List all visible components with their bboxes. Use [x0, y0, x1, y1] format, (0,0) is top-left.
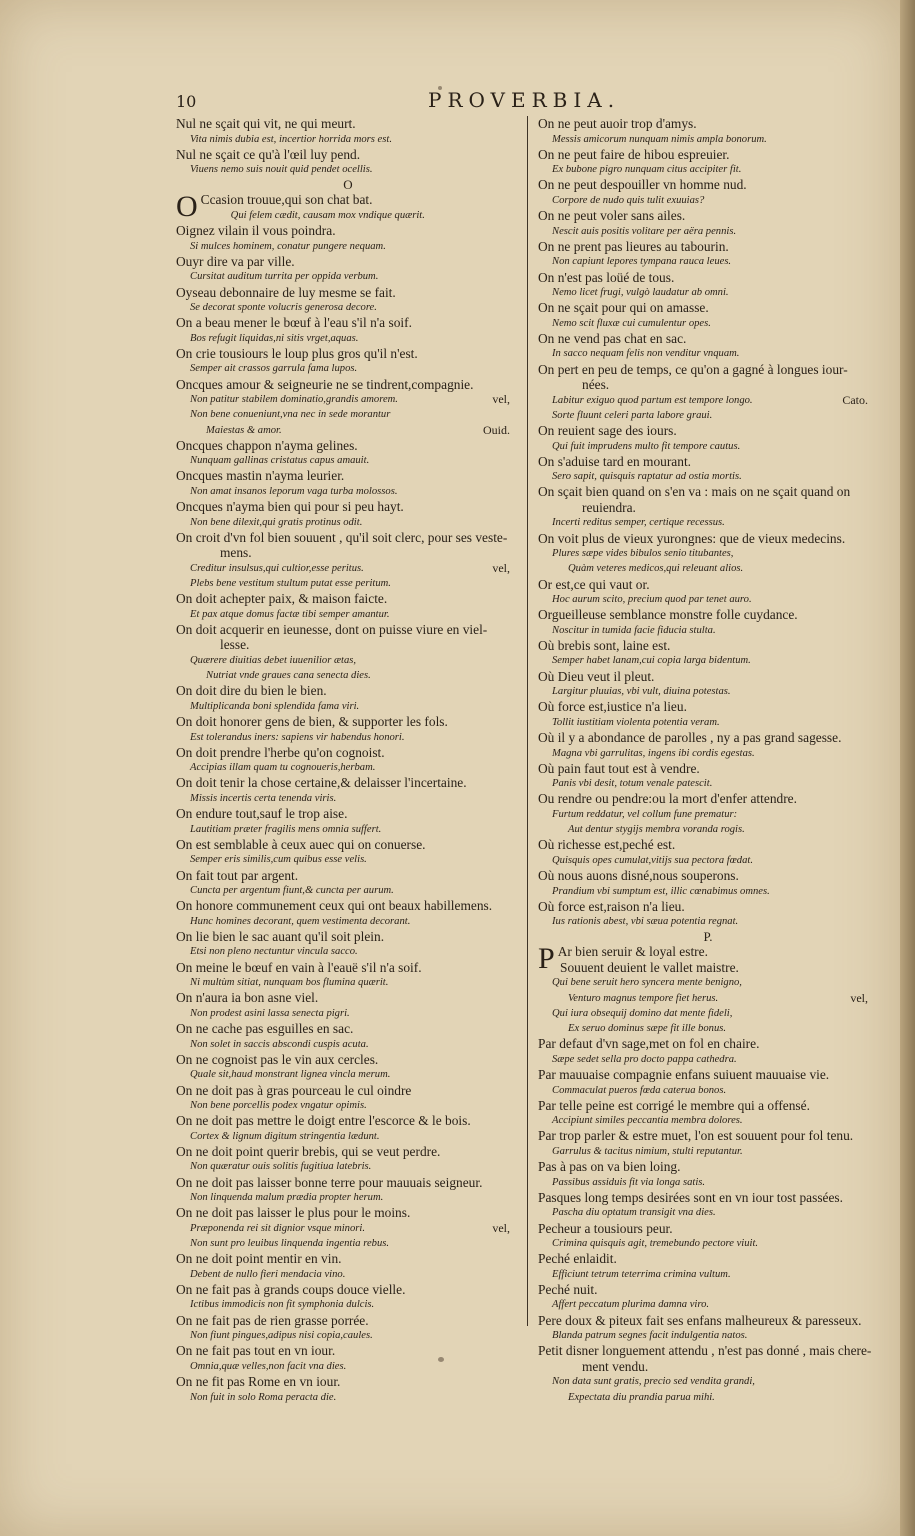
drop-capital: P [538, 942, 555, 976]
french-proverb: Par mauuaise compagnie enfans suiuent mauuaise vie. [538, 1067, 830, 1082]
latin-translation [538, 346, 878, 361]
latin-text: Si mulces hominem, conatur pungere nequam. [190, 240, 386, 252]
french-proverb: Oyseau debonnaire de luy mesme se fait. [176, 284, 396, 300]
latin-text: Omnia,quæ velles,non facit vna dies. [190, 1360, 347, 1372]
french-proverb: On ne doit pas laisser le plus pour le moins. [176, 1205, 411, 1221]
latin-translation [538, 1236, 878, 1251]
latin-translation [538, 1052, 878, 1067]
french-proverb: Par trop parler & estre muet, l'on est souuent pour fol tenu. [538, 1128, 854, 1144]
french-proverb: On voit plus de vieux yurongnes: que de vieux medecins. [538, 530, 846, 546]
latin-text: Non prodest asini lassa senecta pigri. [190, 1007, 350, 1019]
latin-text: In sacco nequam felis non venditur vnquam. [552, 348, 740, 360]
latin-text: Furtum reddatur, vel collum fune prematur: [552, 808, 738, 820]
latin-text: Qui iura obsequij domino dat mente fideli, [552, 1007, 733, 1019]
latin-text: Largitur pluuias, vbi vult, diuina potestas. [552, 686, 731, 698]
latin-translation [538, 1144, 878, 1159]
latin-text: Non solet in saccis abscondi cuspis acuta. [190, 1038, 369, 1050]
latin-translation [538, 546, 878, 561]
french-proverb: On meine le bœuf en vain à l'eauë s'il n'a soif. [176, 959, 422, 975]
latin-translation [176, 883, 520, 898]
latin-translation [176, 1390, 520, 1405]
side-note: vel, [850, 990, 868, 1005]
facing-page-edge [900, 0, 915, 1536]
french-proverb: Nul ne sçait qui vit, ne qui meurt. [176, 116, 356, 131]
french-proverb: Nul ne sçait ce qu'à l'œil luy pend. [176, 146, 361, 162]
latin-translation [538, 515, 878, 530]
french-proverb: On ne fait pas à grands coups douce vielle. [176, 1281, 406, 1297]
latin-translation [176, 1159, 520, 1174]
side-note: vel, [492, 1220, 510, 1235]
french-proverb: On ne peut faire de hibou espreuier. [538, 146, 730, 162]
latin-text: Cuncta per argentum fiunt,& cuncta per aurum. [190, 885, 394, 897]
latin-translation [176, 730, 520, 745]
latin-text: Prandium vbi sumptum est, illic cœnabimus omnes. [552, 885, 770, 897]
french-proverb: Orgueilleuse semblance monstre folle cuydance. [538, 607, 798, 623]
french-proverb: On crie tousiours le loup plus gros qu'il n'est. [176, 345, 418, 361]
french-proverb: mens. [220, 545, 252, 561]
latin-translation [176, 653, 520, 668]
latin-text: Corpore de nudo quis tulit exuuias? [552, 194, 705, 206]
latin-text: Nemo licet frugi, vulgò laudatur ab omni. [552, 287, 729, 299]
latin-text: Crimina quisquis agit, tremebundo pectore viuit. [552, 1238, 759, 1250]
section-letter: O [343, 177, 353, 193]
latin-text: Expectata diu prandia parua mihi. [568, 1391, 715, 1403]
latin-translation [176, 1359, 520, 1374]
latin-text: Præponenda rei sit dignior vsque minori. [190, 1222, 365, 1234]
french-proverb: On ne fait pas tout en vn iour. [176, 1343, 336, 1359]
latin-translation [538, 1205, 878, 1220]
latin-translation [538, 684, 878, 699]
latin-text: Non patitur stabilem dominatio,grandis amorem. [190, 394, 398, 406]
latin-text: Qui bene seruit hero syncera mente benigno, [552, 977, 742, 989]
latin-text: Non fiunt pingues,adipus nisi copia,caules. [190, 1330, 373, 1342]
latin-translation [538, 393, 878, 408]
french-proverb: On ne fait pas de rien grasse porrée. [176, 1312, 369, 1328]
latin-text: Quærere diuitias debet iuuenilior ætas, [190, 654, 357, 666]
latin-translation [538, 623, 878, 638]
french-proverb: On ne cognoist pas le vin aux cercles. [176, 1051, 379, 1067]
latin-translation [538, 1175, 878, 1190]
side-note: vel, [492, 560, 510, 575]
french-proverb: On est semblable à ceux auec qui on conuerse. [176, 836, 426, 852]
french-proverb: On ne peut auoir trop d'amys. [538, 116, 697, 131]
french-proverb: On endure tout,sauf le trop aise. [176, 806, 348, 822]
latin-text: Ni multùm sitiat, nunquam bos flumina quærit. [190, 977, 389, 989]
latin-translation [176, 1221, 520, 1236]
latin-text: Cursitat auditum turrita per oppida verbum. [190, 271, 379, 283]
french-proverb: lesse. [220, 637, 250, 653]
latin-text: Non fuit in solo Roma peracta die. [190, 1391, 337, 1403]
latin-text: Venturo magnus tempore fiet herus. [568, 992, 719, 1004]
latin-translation [538, 822, 878, 837]
side-note: vel, [492, 392, 510, 407]
french-proverb: On reuient sage des iours. [538, 423, 677, 439]
latin-text: Non amat insanos leporum vaga turba molossos. [190, 485, 398, 497]
latin-translation [176, 453, 520, 468]
latin-text: Ius rationis abest, vbi sæua potentia regnat. [552, 916, 739, 928]
latin-text: Lautitiam præter fragilis mens omnia suffert. [190, 823, 382, 835]
latin-text: Accipiunt similes peccantia membra dolores. [552, 1115, 743, 1127]
left-column [176, 116, 520, 1405]
latin-text: Ex seruo dominus sæpe fit ille bonus. [568, 1023, 727, 1035]
latin-translation [176, 392, 520, 407]
french-proverb: On a beau mener le bœuf à l'eau s'il n'a soif. [176, 315, 412, 331]
latin-text: Non data sunt gratis, precio sed vendita grandi, [552, 1376, 755, 1388]
latin-text: Pascha diu optatum transigit vna dies. [552, 1207, 716, 1219]
ink-spot [438, 86, 442, 90]
latin-translation [538, 975, 878, 990]
french-proverb: Où nous auons disné,nous souperons. [538, 868, 739, 884]
running-title: PROVERBIA. [428, 88, 621, 112]
french-proverb: On ne doit pas mettre le doigt entre l'escorce & le bois. [176, 1113, 471, 1129]
latin-translation [176, 576, 520, 591]
latin-text: Blanda patrum segnes facit indulgentia natos. [552, 1330, 748, 1342]
latin-text: Ictibus immodicis non fit symphonia dulcis. [190, 1299, 375, 1311]
latin-text: Hoc aurum scito, precium quod par tenet auro. [552, 594, 752, 606]
latin-translation [176, 1267, 520, 1282]
latin-text: Non linquenda malum prædia propter herum. [190, 1192, 384, 1204]
latin-translation [176, 1037, 520, 1052]
latin-text: Tollit iustitiam violenta potentia veram. [552, 716, 720, 728]
latin-text: Viuens nemo suis nouit quid pendet ocellis. [190, 164, 373, 176]
latin-translation [176, 852, 520, 867]
latin-text: Aut dentur stygijs membra voranda rogis. [568, 824, 745, 836]
latin-translation [176, 975, 520, 990]
french-proverb: Oncques amour & seigneurie ne se tindrent,compagnie. [176, 376, 474, 392]
french-proverb: Par defaut d'vn sage,met on fol en chaire. [538, 1036, 760, 1052]
french-proverb: Pas à pas on va bien loing. [538, 1159, 681, 1175]
latin-text: Nemo scit fluxæ cui cumulentur opes. [552, 317, 711, 329]
latin-text: Missis incertis certa tenenda viris. [190, 792, 337, 804]
french-proverb: Ou rendre ou pendre:ou la mort d'enfer attendre. [538, 791, 797, 807]
french-proverb: ment vendu. [582, 1358, 649, 1374]
latin-translation [176, 760, 520, 775]
french-proverb: Peché enlaidit. [538, 1251, 617, 1267]
latin-translation [538, 715, 878, 730]
right-column [538, 116, 878, 1405]
latin-translation [538, 162, 878, 177]
ink-spot [438, 1357, 444, 1362]
latin-translation [538, 132, 878, 147]
latin-text: Etsi non pleno nectuntur vincula sacco. [190, 946, 358, 958]
side-note: Ouid. [483, 422, 510, 437]
latin-translation [538, 807, 878, 822]
latin-translation [176, 423, 520, 438]
latin-translation [538, 746, 878, 761]
latin-translation [538, 1374, 878, 1389]
proverb-text: Ccasion trouue,qui son chat bat. [200, 192, 373, 208]
french-proverb: On lie bien le sac auant qu'il soit plein. [176, 928, 385, 944]
latin-translation [538, 592, 878, 607]
latin-text: Plures sæpe vides bibulos senio titubantes, [552, 548, 734, 560]
latin-translation [538, 1083, 878, 1098]
latin-translation [538, 285, 878, 300]
latin-text: Incerti reditus semper, certique recessus. [552, 517, 725, 529]
french-proverb: Où il y a abondance de parolles , ny a pas grand sagesse. [538, 730, 842, 746]
latin-translation [538, 853, 878, 868]
latin-text: Non capiunt lepores tympana rauca leues. [552, 256, 732, 268]
drop-capital: O [176, 190, 198, 224]
latin-translation [538, 914, 878, 929]
latin-text: Multiplicanda boni splendida fama viri. [190, 700, 360, 712]
latin-text: Cortex & lignum digitum stringentia lædunt. [190, 1130, 380, 1142]
latin-text: Panis vbi desit, totum venale patescit. [552, 778, 713, 790]
french-proverb: Ouyr dire va par ville. [176, 253, 295, 269]
latin-text: Sorte fluunt celeri parta labore graui. [552, 409, 713, 421]
french-proverb: Où richesse est,peché est. [538, 837, 676, 853]
french-proverb: Pasques long temps desirées sont en vn iour tost passées. [538, 1189, 843, 1205]
french-proverb: Oncques mastin n'ayma leurier. [176, 468, 345, 484]
latin-translation [176, 822, 520, 837]
latin-text: Non bene dilexit,qui gratis protinus odit. [190, 516, 363, 528]
latin-translation [538, 1006, 878, 1021]
french-proverb: On n'aura ia bon asne viel. [176, 990, 319, 1006]
latin-text: Non sunt pro leuibus linquenda ingentia rebus. [190, 1238, 390, 1250]
french-proverb: On s'aduise tard en mourant. [538, 453, 692, 469]
latin-text: Hunc homines decorant, quem vestimenta decorant. [190, 915, 411, 927]
french-proverb: On ne fit pas Rome en vn iour. [176, 1374, 341, 1390]
latin-translation [538, 1113, 878, 1128]
latin-text: Quale sit,haud monstrant lignea vincla merum. [190, 1069, 391, 1081]
french-proverb: On n'est pas loüé de tous. [538, 269, 675, 285]
french-proverb: Où force est,raison n'a lieu. [538, 898, 685, 914]
latin-translation [538, 1390, 878, 1405]
latin-translation [201, 208, 520, 223]
french-proverb: On ne sçait pour qui on amasse. [538, 300, 709, 316]
latin-translation [176, 699, 520, 714]
section-letter: P. [703, 929, 713, 945]
latin-translation [538, 1297, 878, 1312]
proverb-text: Ar bien seruir & loyal estre. [557, 944, 708, 960]
french-proverb: On ne doit pas laisser bonne terre pour mauuais seigneur. [176, 1174, 483, 1190]
latin-translation [176, 1297, 520, 1312]
latin-translation [176, 668, 520, 683]
french-proverb: On doit tenir la chose certaine,& delaisser l'incertaine. [176, 775, 467, 791]
french-proverb: On doit prendre l'herbe qu'on cognoist. [176, 744, 385, 760]
french-proverb: nées. [582, 377, 610, 393]
french-proverb: On pert en peu de temps, ce qu'on a gagné à longues iour- [538, 361, 848, 377]
french-proverb: On doit acquerir en ieunesse, dont on puisse viure en viel- [176, 621, 488, 637]
french-proverb: Pecheur a tousiours peur. [538, 1220, 673, 1236]
latin-text: Nunquam gallinas cristatus capus amauit. [190, 455, 370, 467]
french-proverb: On doit honorer gens de bien, & supporter les fols. [176, 714, 448, 730]
latin-text: Qui fuit imprudens multo fit tempore cautus. [552, 440, 741, 452]
latin-translation [176, 407, 520, 422]
latin-text: Non bene porcellis podex vngatur opimis. [190, 1100, 367, 1111]
side-note: Cato. [842, 392, 868, 407]
latin-text: Semper eris similis,cum quibus esse velis. [190, 854, 367, 866]
latin-text: Non quæratur ouis solitis fugitiua latebris. [190, 1161, 372, 1173]
latin-translation [538, 193, 878, 208]
latin-translation [176, 300, 520, 315]
latin-translation [176, 1236, 520, 1251]
latin-translation [538, 469, 878, 484]
french-proverb: Or est,ce qui vaut or. [538, 576, 650, 592]
french-proverb: Où Dieu veut il pleut. [538, 668, 655, 684]
latin-translation [538, 1267, 878, 1282]
latin-translation [176, 132, 520, 147]
latin-text: Quisquis opes cumulat,vitijs sua pectora fœdat. [552, 854, 753, 866]
french-proverb: On ne doit pas à gras pourceau le cul oindre [176, 1082, 412, 1098]
latin-translation [176, 1129, 520, 1144]
latin-translation [176, 1190, 520, 1205]
latin-translation [176, 607, 520, 622]
latin-text: Magna vbi garrulitas, ingens ibi cordis egestas. [552, 747, 755, 759]
latin-translation [176, 561, 520, 576]
latin-translation [176, 515, 520, 530]
latin-translation [538, 316, 878, 331]
latin-translation [538, 408, 878, 423]
french-proverb: Petit disner longuement attendu , n'est pas donné , mais chere- [538, 1343, 872, 1359]
latin-text: Est tolerandus iners: sapiens vir habendus honori. [190, 731, 405, 743]
latin-text: Noscitur in tumida facie fiducia stulta. [552, 624, 716, 636]
latin-text: Vita nimis dubia est, incertior horrida mors est. [190, 133, 392, 145]
latin-translation [176, 239, 520, 254]
french-proverb: On ne vend pas chat en sac. [538, 330, 687, 346]
french-proverb: On ne cache pas esguilles en sac. [176, 1021, 354, 1037]
french-proverb: On croit d'vn fol bien souuent , qu'il soit clerc, pour ses veste- [176, 529, 508, 545]
latin-text: Debent de nullo fieri mendacia vino. [190, 1268, 346, 1280]
latin-translation [176, 331, 520, 346]
french-proverb: On ne peut voler sans ailes. [538, 208, 686, 224]
latin-translation [176, 269, 520, 284]
latin-translation [176, 1067, 520, 1082]
latin-translation [538, 653, 878, 668]
latin-translation [176, 1098, 520, 1113]
latin-text: Non bene conueniunt,vna nec in sede morantur [190, 409, 391, 421]
latin-translation [176, 1006, 520, 1021]
french-proverb: On ne doit point querir brebis, qui se veut perdre. [176, 1143, 441, 1159]
french-proverb: On doit dire du bien le bien. [176, 683, 327, 699]
french-proverb: Où force est,iustice n'a lieu. [538, 699, 687, 715]
latin-text: Maiestas & amor. [206, 424, 282, 436]
column-divider [527, 116, 528, 1326]
latin-translation [538, 991, 878, 1006]
latin-translation [538, 884, 878, 899]
latin-text: Semper ait crassos garrula fama lupos. [190, 363, 358, 375]
latin-translation [176, 914, 520, 929]
latin-text: Ex bubone pigro nunquam citus accipiter fit. [552, 164, 742, 176]
latin-text: Plebs bene vestitum stultum putat esse peritum. [190, 578, 391, 590]
french-proverb: Oncques n'ayma bien qui pour si peu hayt. [176, 499, 404, 515]
latin-text: Quàm veteres medicos,qui releuant alios. [568, 563, 744, 575]
latin-text: Messis amicorum nunquam nimis ampla bonorum. [552, 133, 767, 145]
french-proverb: reuiendra. [582, 499, 636, 515]
latin-text: Commaculat pueros fœda caterua bonos. [552, 1084, 727, 1096]
french-proverb: Oncques chappon n'ayma gelines. [176, 437, 358, 453]
latin-translation [538, 776, 878, 791]
french-proverb: Par telle peine est corrigé le membre qui a offensé. [538, 1097, 810, 1113]
french-proverb: On ne doit point mentir en vin. [176, 1251, 342, 1267]
french-proverb: On ne prent pas lieures au tabourin. [538, 238, 729, 254]
french-proverb: Peché nuit. [538, 1281, 598, 1297]
french-proverb: Où brebis sont, laine est. [538, 637, 671, 653]
latin-text: Affert peccatum plurima damna viro. [552, 1299, 710, 1311]
latin-text: Se decorat sponte volucris generosa decore. [190, 302, 377, 314]
latin-text: Accipias illam quam tu cognoueris,herbam. [190, 762, 376, 774]
french-proverb: Oignez vilain il vous poindra. [176, 223, 336, 239]
latin-text: Semper habet lanam,cui copia larga bidentum. [552, 655, 751, 667]
latin-translation [538, 1021, 878, 1036]
latin-translation [538, 439, 878, 454]
latin-text: Et pax atque domus factæ tibi semper amantur. [190, 608, 390, 620]
latin-translation [538, 1328, 878, 1343]
latin-text: Nutriat vnde graues cana senecta dies. [206, 670, 371, 682]
latin-translation [176, 791, 520, 806]
latin-text: Garrulus & tacitus nimium, stulti reputantur. [552, 1145, 743, 1157]
french-proverb: Souuent deuient le vallet maistre. [560, 959, 739, 975]
latin-translation [538, 561, 878, 576]
latin-text: Nescit auis positis volitare per aëra pennis. [552, 225, 737, 237]
latin-translation [176, 944, 520, 959]
latin-translation [176, 361, 520, 376]
french-proverb: On honore communement ceux qui ont beaux habillemens. [176, 898, 493, 914]
latin-text: Sero sapit, quisquis raptatur ad ostia mortis. [552, 471, 742, 483]
latin-translation [538, 224, 878, 239]
latin-text: Passibus assiduis fit via longa satis. [552, 1176, 706, 1188]
french-proverb: On ne peut despouiller vn homme nud. [538, 177, 747, 193]
page-number: 10 [176, 92, 197, 111]
latin-translation [538, 254, 878, 269]
latin-translation [176, 1328, 520, 1343]
french-proverb: Pere doux & piteux fait ses enfans malheureux & paresseux. [538, 1312, 862, 1328]
latin-text: Labitur exiguo quod partum est tempore longo. [552, 394, 753, 406]
latin-text: Qui felem cædit, causam mox vndique quærit. [230, 209, 425, 221]
french-proverb: On doit achepter paix, & maison faicte. [176, 591, 388, 607]
french-proverb: On sçait bien quand on s'en va : mais on ne sçait quand on [538, 484, 851, 500]
french-proverb: On fait tout par argent. [176, 867, 299, 883]
latin-text: Efficiunt tetrum teterrima crimina vultum. [552, 1268, 731, 1280]
latin-text: Creditur insulsus,qui cultior,esse peritus. [190, 562, 364, 574]
french-proverb: Où pain faut tout est à vendre. [538, 760, 700, 776]
latin-translation [176, 162, 520, 177]
latin-translation [176, 484, 520, 499]
latin-text: Sæpe sedet sella pro docto pappa cathedra. [552, 1053, 737, 1065]
latin-text: Bos refugit liquidas,ni sitis vrget,aquas. [190, 332, 359, 344]
